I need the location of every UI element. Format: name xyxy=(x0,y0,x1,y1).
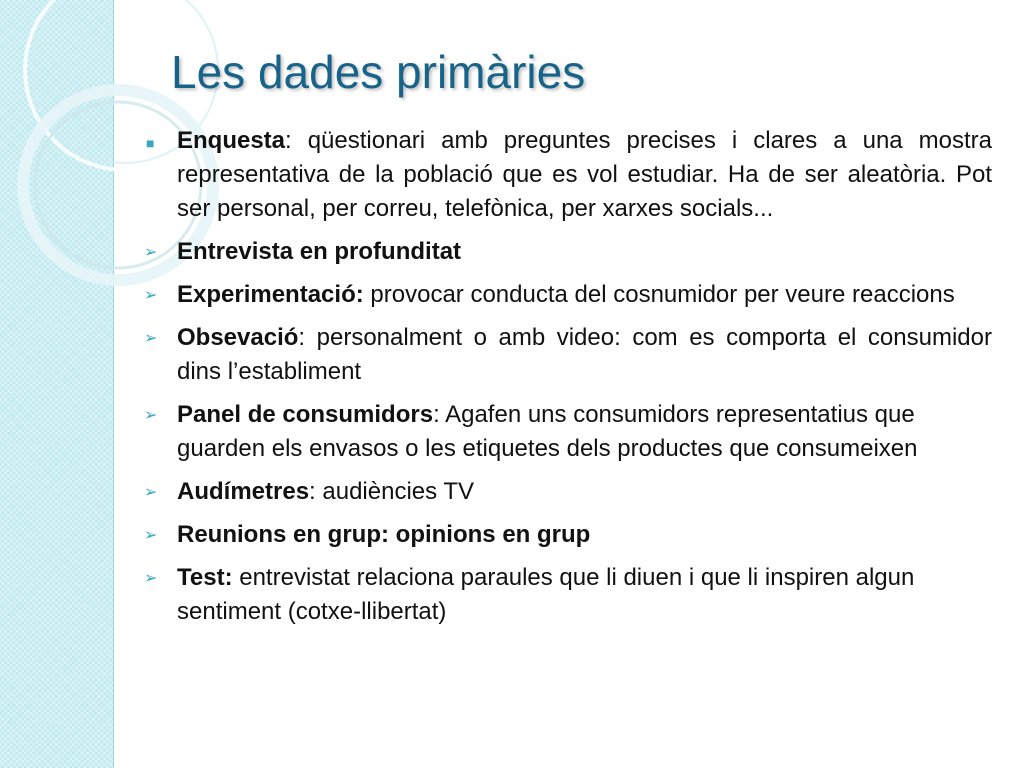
item-text: audiències TV xyxy=(322,478,475,505)
arrow-bullet-icon: ➢ xyxy=(144,287,158,304)
bullet-list xyxy=(144,124,992,638)
item-text: entrevistat relaciona paraules que li diuen i que li inspiren algun sentiment (cotxe-llibertat) xyxy=(177,564,915,625)
item-term: Test: xyxy=(177,564,233,591)
arrow-bullet-icon: ➢ xyxy=(144,244,158,261)
arrow-bullet-icon: ➢ xyxy=(144,407,158,424)
item-term: Panel de consumidors xyxy=(177,401,434,428)
item-term: Audímetres xyxy=(177,478,310,505)
item-term: Obsevació xyxy=(177,324,299,351)
list-item xyxy=(144,278,992,312)
item-term: Enquesta xyxy=(177,127,286,154)
item-separator: : xyxy=(433,401,446,428)
slide-title: Les dades primàries xyxy=(171,46,586,98)
list-item xyxy=(144,561,992,629)
item-term: Reunions en grup: opinions en grup xyxy=(177,521,591,548)
item-text: Agafen uns consumidors representatius que guarden els envasos o les etiquetes dels productes que consumeixen xyxy=(177,401,918,462)
list-item xyxy=(144,321,992,389)
item-text: provocar conducta del cosnumidor per veure reaccions xyxy=(370,281,955,308)
item-separator: : xyxy=(285,127,308,154)
item-term: Entrevista en profunditat xyxy=(177,238,462,265)
arrow-bullet-icon: ➢ xyxy=(144,527,158,544)
item-separator: : xyxy=(298,324,317,351)
arrow-bullet-icon: ➢ xyxy=(144,570,158,587)
item-term: Experimentació: xyxy=(177,281,364,308)
item-separator: : xyxy=(309,478,323,505)
list-item xyxy=(144,124,992,226)
arrow-bullet-icon: ➢ xyxy=(144,330,158,347)
list-item xyxy=(144,398,992,466)
square-bullet-icon: ■ xyxy=(146,135,155,151)
list-item xyxy=(144,475,992,509)
list-item xyxy=(144,518,992,552)
item-text: qüestionari amb preguntes precises i clares a una mostra representativa de la població que es vol estudiar. Ha de ser aleatòria. Pot ser personal, per correu, telefònica, per xarxes socials... xyxy=(177,127,992,222)
arrow-bullet-icon: ➢ xyxy=(144,484,158,501)
item-text: personalment o amb video: com es comporta el consumidor dins l’establiment xyxy=(177,324,992,385)
list-item xyxy=(144,235,992,269)
